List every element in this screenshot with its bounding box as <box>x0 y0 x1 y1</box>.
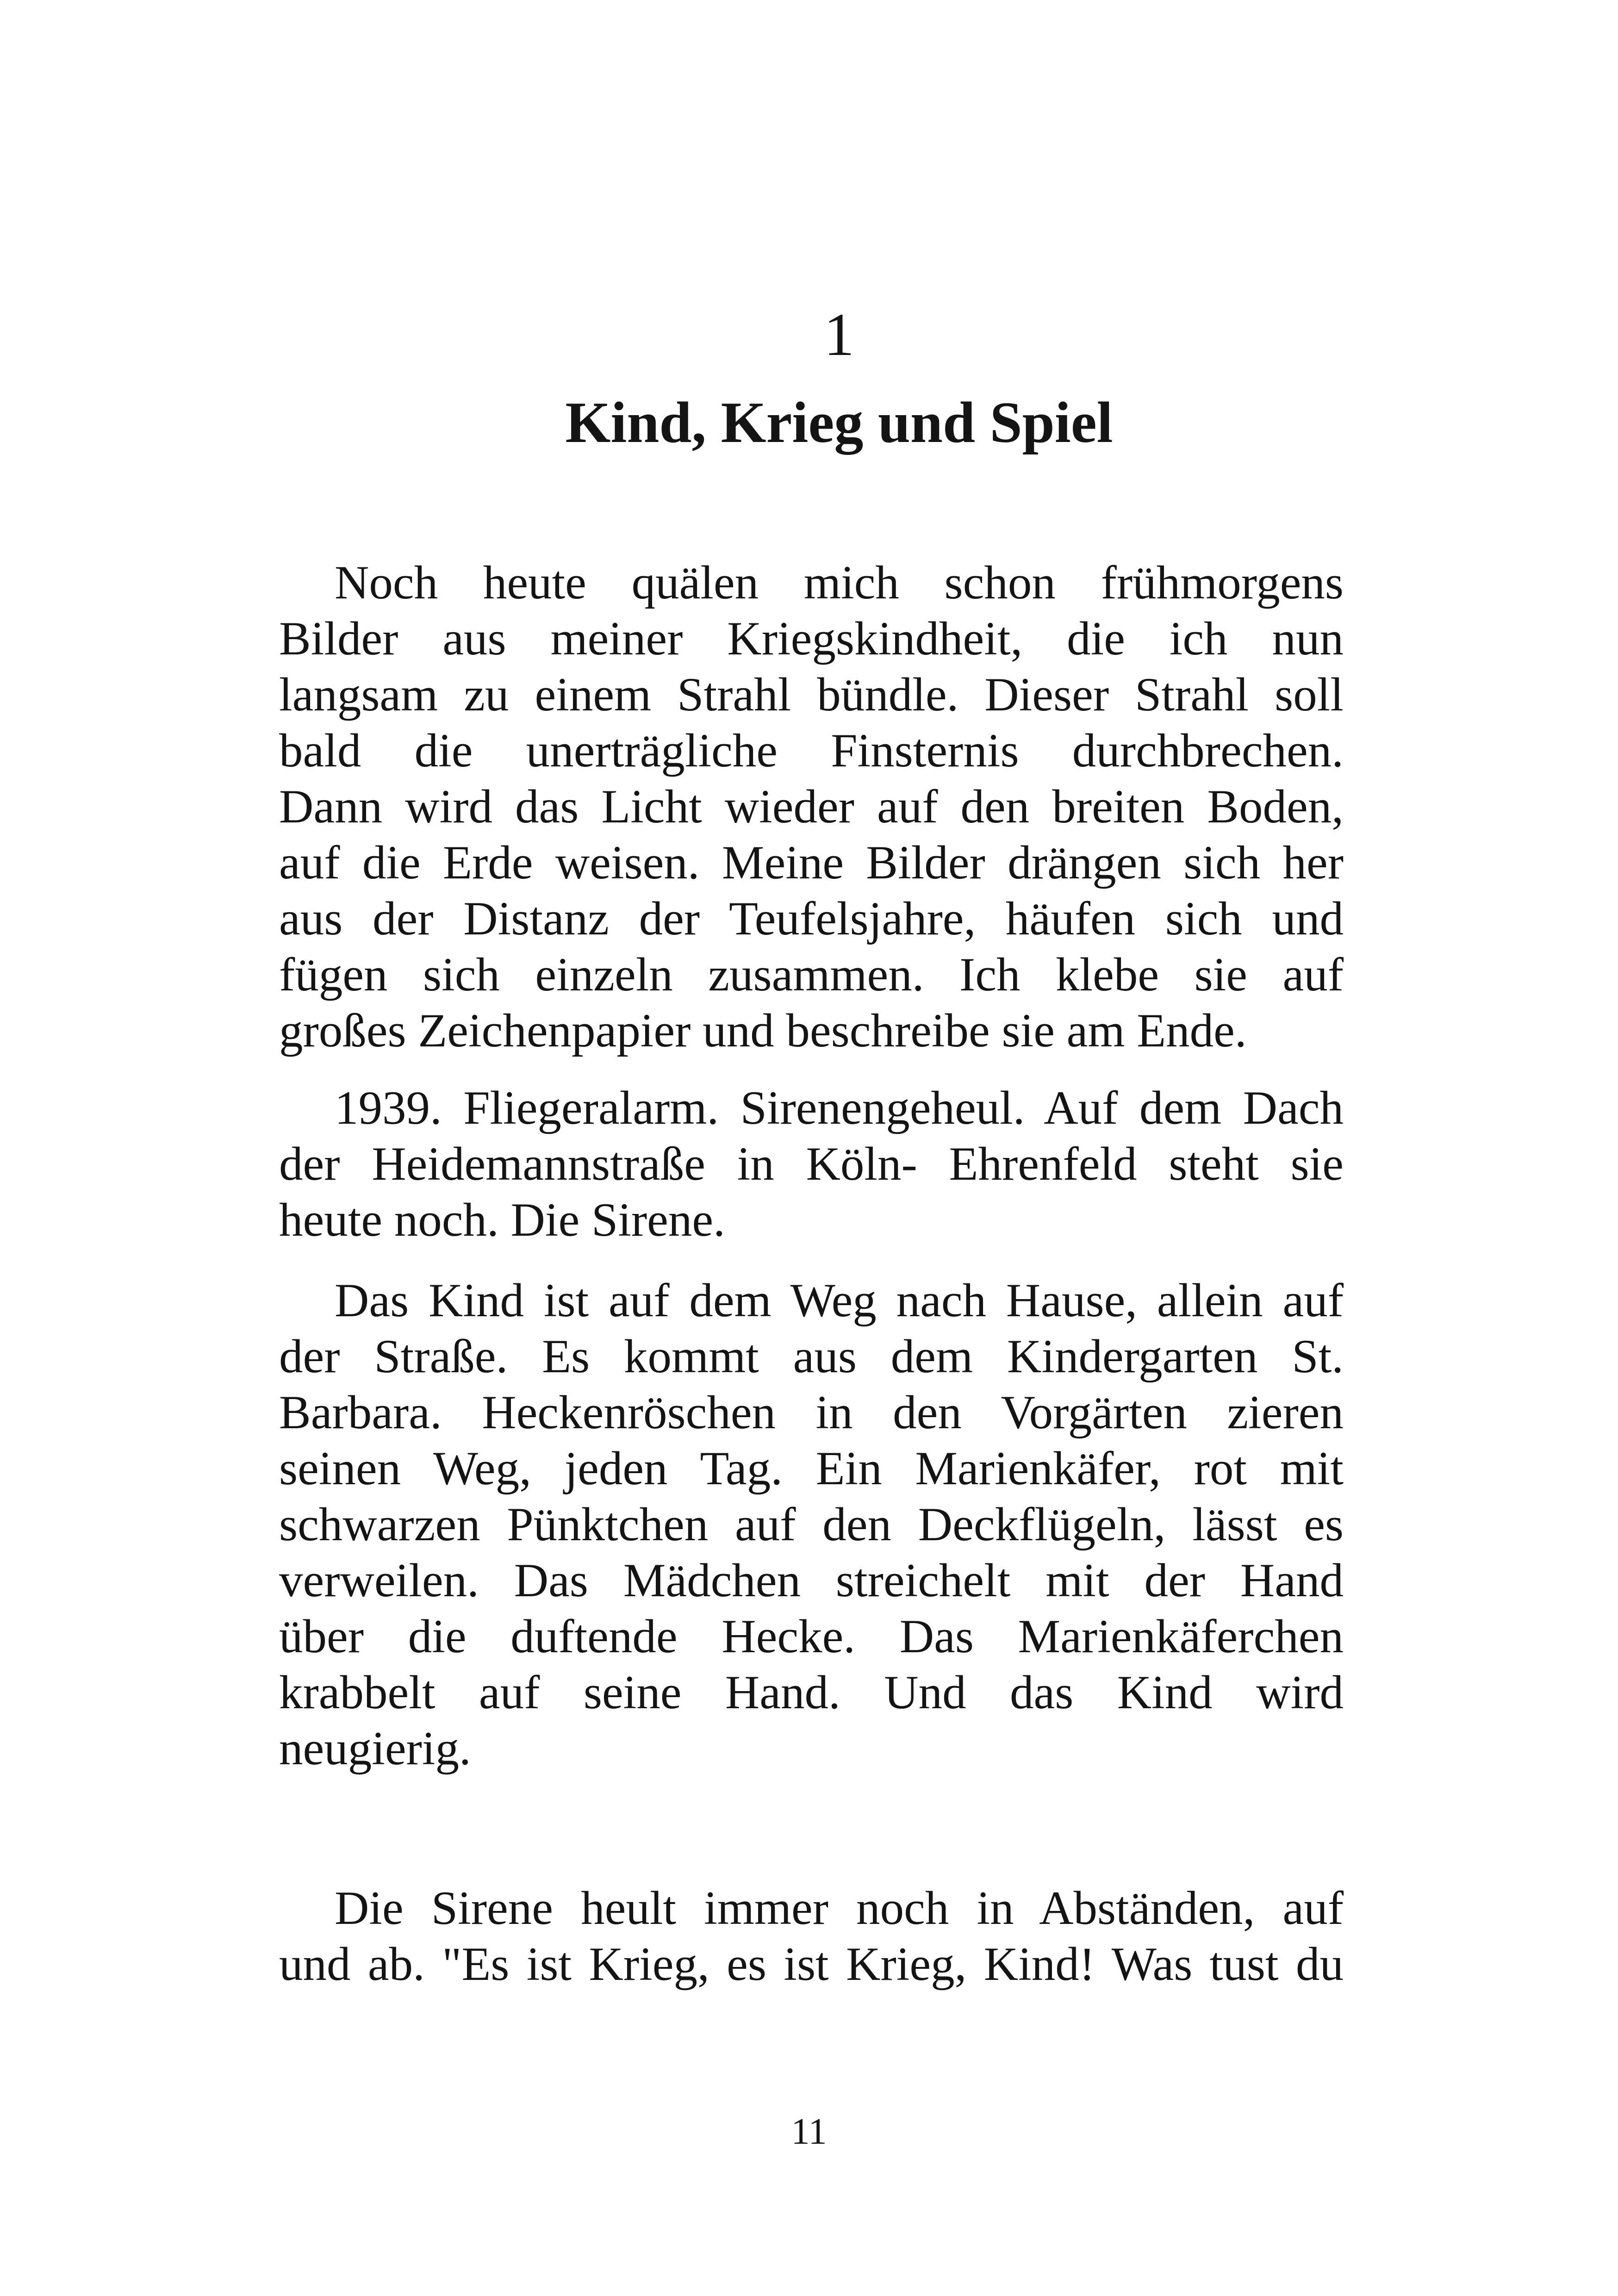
text-line: heute noch. Die Sirene. <box>279 1194 725 1246</box>
chapter-title: Kind, Krieg und Spiel <box>565 391 1113 455</box>
text-line: krabbelt auf seine Hand. Und das Kind wird <box>279 1666 1344 1719</box>
text-line: seinen Weg, jeden Tag. Ein Marienkäfer, rot mit <box>279 1442 1344 1495</box>
text-line: verweilen. Das Mädchen streichelt mit der Hand <box>279 1554 1344 1607</box>
text-line: Das Kind ist auf dem Weg nach Hause, allein auf <box>335 1274 1344 1327</box>
page-number: 11 <box>791 2111 827 2152</box>
paragraph <box>279 1880 1344 1992</box>
text-line: auf die Erde weisen. Meine Bilder drängen sich her <box>279 836 1344 889</box>
chapter-number: 1 <box>824 300 854 368</box>
text-line: großes Zeichenpapier und beschreibe sie am Ende. <box>279 1004 1247 1057</box>
text-line: Noch heute quälen mich schon frühmorgens <box>335 556 1344 609</box>
text-line: über die duftende Hecke. Das Marienkäferchen <box>279 1610 1344 1663</box>
text-line: Die Sirene heult immer noch in Abständen, auf <box>335 1882 1344 1935</box>
text-line: der Heidemannstraße in Köln- Ehrenfeld steht sie <box>279 1138 1344 1190</box>
paragraph <box>279 1273 1344 1777</box>
text-line: neugierig. <box>279 1722 471 1775</box>
text-line: aus der Distanz der Teufelsjahre, häufen sich und <box>279 892 1344 945</box>
text-line: und ab. "Es ist Krieg, es ist Krieg, Kind! Was tust du <box>279 1938 1344 1991</box>
text-line: 1939. Fliegeralarm. Sirenengeheul. Auf dem Dach <box>335 1082 1344 1134</box>
text-line: bald die unerträgliche Finsternis durchbrechen. <box>279 724 1344 777</box>
paragraph <box>279 555 1344 1059</box>
text-line: Dann wird das Licht wieder auf den breiten Boden, <box>279 780 1344 833</box>
text-line: schwarzen Pünktchen auf den Deckflügeln, lässt es <box>279 1498 1344 1551</box>
text-line: Bilder aus meiner Kriegskindheit, die ich nun <box>279 612 1344 665</box>
text-line: Barbara. Heckenröschen in den Vorgärten zieren <box>279 1386 1344 1439</box>
paragraph <box>279 1080 1344 1248</box>
text-line: fügen sich einzeln zusammen. Ich klebe sie auf <box>279 948 1344 1001</box>
text-line: langsam zu einem Strahl bündle. Dieser Strahl soll <box>279 668 1344 721</box>
text-line: der Straße. Es kommt aus dem Kindergarten St. <box>279 1330 1344 1383</box>
